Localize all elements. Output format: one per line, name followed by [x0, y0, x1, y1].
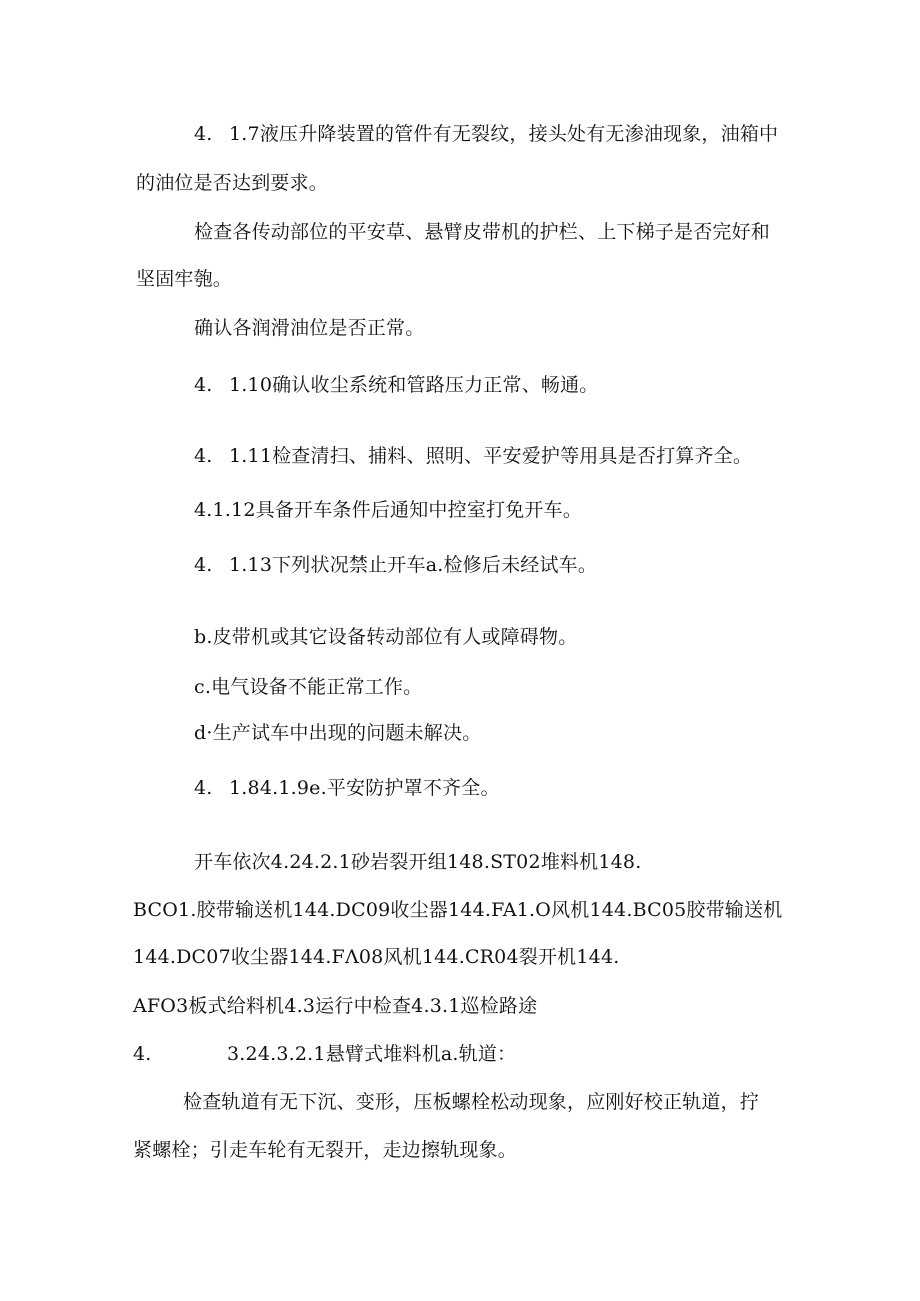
paragraph-line [133, 994, 537, 1018]
paragraph-line [194, 220, 770, 244]
line-text: 1.7液压升降装置的管件有无裂纹，接头处有无渗油现象，油箱中 [229, 123, 779, 145]
section-number: 4. [194, 374, 213, 396]
section-number: 4. [194, 445, 213, 467]
section-number: 4. [194, 123, 213, 145]
paragraph-line [194, 850, 641, 874]
paragraph-line [194, 553, 597, 577]
paragraph-line [133, 1042, 516, 1066]
paragraph-line [194, 675, 422, 699]
line-text: BCO1.胶带输送机144.DC09收尘器144.FA1.O风机144.BC05胶带输送机 [133, 899, 783, 921]
paragraph-line [133, 1138, 517, 1162]
line-text: AFO3板式给料机4.3运行中检查4.3.1巡检路途 [133, 995, 538, 1017]
line-text: 的油位是否达到要求。 [136, 172, 329, 194]
section-number: 4. [194, 777, 213, 799]
section-number: 4. [194, 554, 213, 576]
line-text: 3.24.3.2.1悬臂式堆料机a.轨道： [227, 1043, 517, 1065]
line-text: c.电气设备不能正常工作。 [194, 676, 423, 698]
line-text: 1.11检查清扫、捕料、照明、平安爱护等用具是否打算齐全。 [229, 445, 753, 467]
paragraph-line [194, 373, 599, 397]
section-number: 4. [133, 1043, 152, 1065]
line-text: d·生产试车中出现的问题未解决。 [194, 722, 482, 744]
paragraph-line [194, 316, 424, 340]
paragraph-line [194, 721, 481, 745]
line-text: 开车依次4.24.2.1砂岩裂开组148.ST02堆料机148. [194, 851, 642, 873]
line-text: b.皮带机或其它设备转动部位有人或障碍物。 [194, 626, 578, 648]
line-text: 4.1.12具备开车条件后通知中控室打免开车。 [194, 499, 583, 521]
line-text: 确认各润滑油位是否正常。 [194, 317, 425, 339]
paragraph-line [133, 898, 782, 922]
paragraph-line [183, 1090, 759, 1114]
paragraph-line [133, 945, 619, 969]
line-text: 144.DC07收尘器144.FΛ08风机144.CR04裂开机144. [133, 946, 620, 968]
paragraph-line [194, 122, 778, 146]
line-text: 1.13下列状况禁止开车a.检修后未经试车。 [229, 554, 598, 576]
paragraph-line [194, 776, 500, 800]
paragraph-line [194, 625, 577, 649]
line-text: 1.10确认收尘系统和管路压力正常、畅通。 [229, 374, 599, 396]
paragraph-line [194, 498, 582, 522]
paragraph-line [194, 444, 752, 468]
paragraph-line [136, 171, 328, 195]
line-text: 检查轨道有无下沉、变形，压板螺栓松动现象，应刚好校正轨道，拧 [183, 1091, 760, 1113]
line-text: 紧螺栓；引走车轮有无裂开，走边擦轨现象。 [133, 1139, 518, 1161]
line-text: 1.84.1.9e.平安防护罩不齐全。 [229, 777, 500, 799]
line-text: 检查各传动部位的平安草、悬臂皮带机的护栏、上下梯子是否完好和 [194, 221, 771, 243]
line-text: 坚固牢匏。 [136, 268, 233, 290]
paragraph-line [136, 267, 232, 291]
